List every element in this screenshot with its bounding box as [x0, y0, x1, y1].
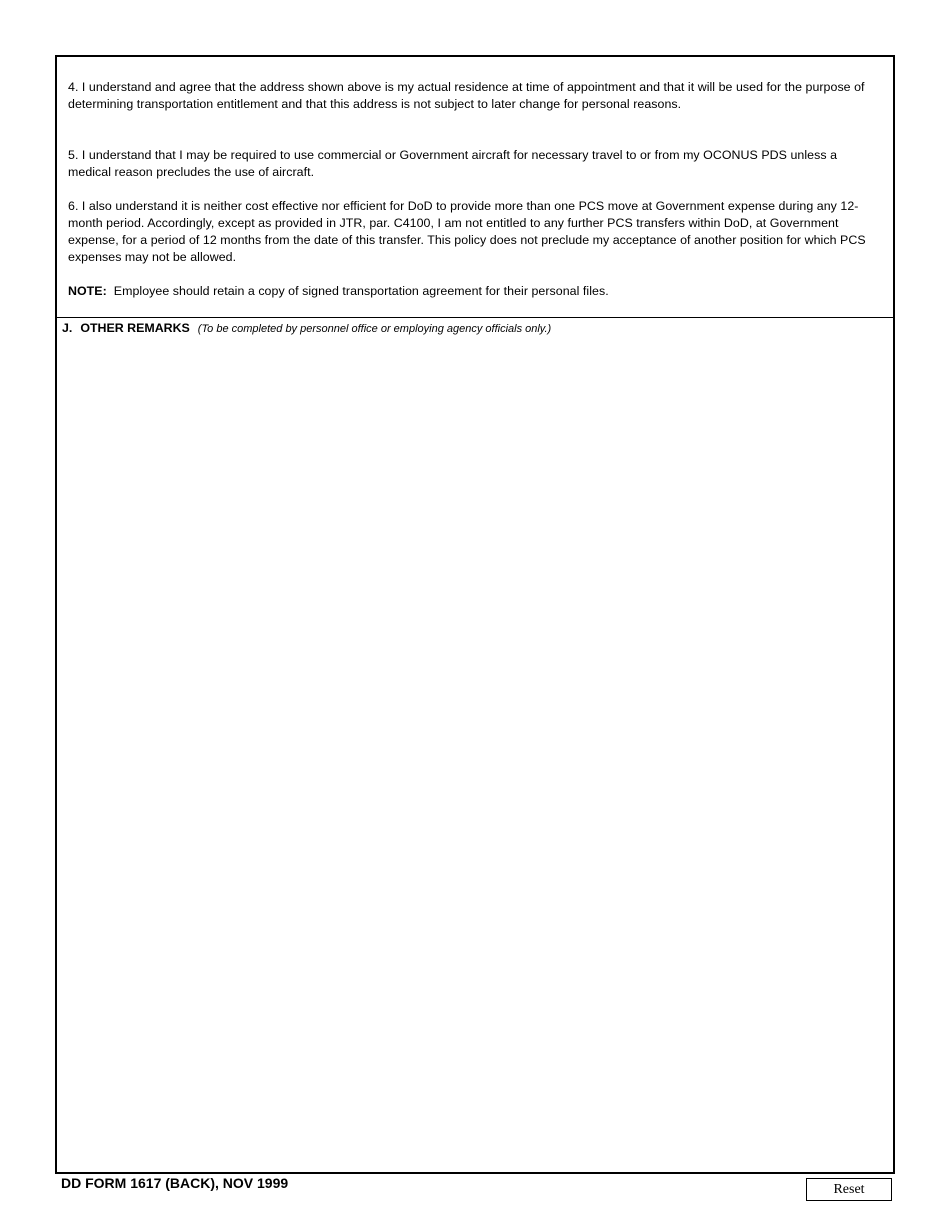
reset-button[interactable]: Reset: [806, 1178, 892, 1201]
section-letter: J.: [62, 321, 73, 335]
form-frame: [55, 55, 895, 1174]
agreement-note: [68, 283, 883, 300]
other-remarks-header: [62, 320, 551, 337]
form-identifier: DD FORM 1617 (BACK), NOV 1999: [61, 1175, 289, 1191]
agreement-paragraph-6: 6. I also understand it is neither cost effective nor efficient for DoD to provide more than one PCS move at Government expense during any 12-month period. Accordingly, except as provided in JTR, par. C4100, I am not entitled to any further PCS transfers within DoD, at Government expense, for a period of 12 months from the date of this transfer. This policy does not preclude my acceptance of another position for which PCS expenses may not be allowed.: [68, 199, 866, 264]
other-remarks-field[interactable]: [61, 340, 887, 1166]
agreement-paragraph-4: 4. I understand and agree that the address shown above is my actual residence at time of appointment and that it will be used for the purpose of determining transportation entitlement and that this address is not subject to later change for personal reasons.: [68, 80, 865, 111]
other-remarks-title: OTHER REMARKS: [80, 321, 190, 335]
other-remarks-instruction: (To be completed by personnel office or employing agency officials only.): [197, 323, 552, 335]
note-text: Employee should retain a copy of signed transportation agreement for their personal files.: [113, 284, 609, 298]
agreement-section: [57, 57, 893, 318]
agreement-paragraph-5: 5. I understand that I may be required to use commercial or Government aircraft for necessary travel to or from my OCONUS PDS unless a medical reason precludes the use of aircraft.: [68, 148, 838, 179]
other-remarks-section: [57, 318, 893, 1172]
note-label: NOTE:: [68, 284, 107, 298]
